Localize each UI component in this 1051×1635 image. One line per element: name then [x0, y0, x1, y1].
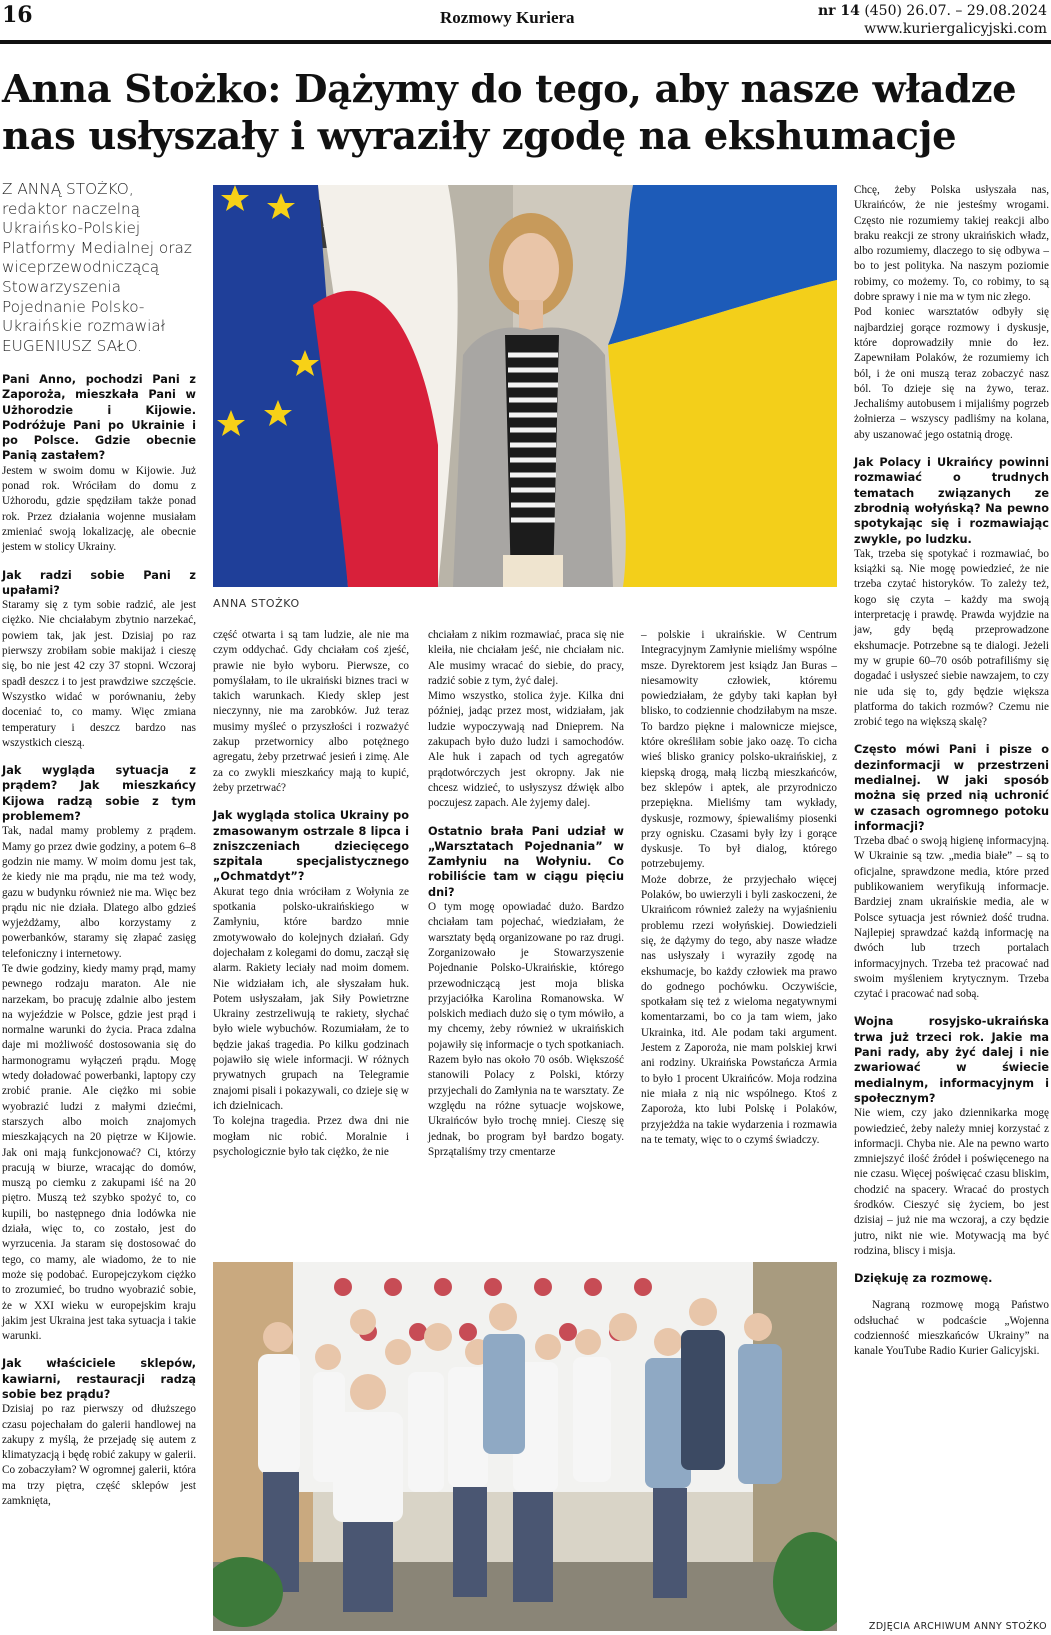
text-column-3 — [428, 628, 624, 1160]
photo-credit: ZDJĘCIA ARCHIWUM ANNY STOŻKO — [868, 1621, 1047, 1632]
header-rule — [0, 40, 1051, 44]
interview-question: Ostatnio brała Pani udział w „Warsztatach Pojednania” w Zamłyniu na Wołyniu. Co robiliście tam w ciągu pięciu dni? — [428, 824, 624, 899]
interview-answer: Staramy się z tym sobie radzić, ale jest ciężko. Nie chciałabym zbytnio narzekać, powiem tak, jak jest. Dzisiaj po raz pierwszy zrobiłam sobie makijaż i cieszę się, bo nie jest 42 czy 37 stopni. Wczoraj spadł deszcz i to jest prawdziwe szczęście. Wszystko widać w porównaniu, żeby doceniać to, co mamy. Więc zmiana temperatury i deszcz bardzo nas wszystkich cieszą. — [2, 599, 196, 749]
interview-answer: Tak, nadal mamy problemy z prądem. Mamy go przez dwie godziny, a potem 6–8 godzin nie mamy. W moim domu jest tak, że kiedy nie ma prądu, nie ma też wody, gazu w budynku również nie ma. Więc bez prądu nic nie działa. Dlatego albo gdzieś wyjeżdżamy, albo korzystamy z powerbanków, staramy się złapać zasięg telefoniczny i internetowy. — [2, 825, 196, 960]
article-headline: Anna Stożko: Dążymy do tego, aby nasze władze nas usłyszały i wyraziły zgodę na ekshumacje — [2, 67, 1017, 159]
interview-answer: Trzeba dbać o swoją higienę informacyjną. W Ukrainie są tzw. „media białe” – są to oficjalne, sprawdzone media, które przed publikowaniem weryfikują informacje. Bardziej znam ukraińskie media, ale w Polsce sytuacja jest również dość trudna. Najlepiej sprawdzać każdą informację na dwóch lub trzech portalach informacyjnych. Trzeba też pracować nad swoim myśleniem krytycznym. Trzeba czytać i pracować nad sobą. — [854, 835, 1049, 1001]
interview-answer: Nie wiem, czy jako dziennikarka mogę powiedzieć, żeby należy mniej korzystać z informacji. Chyba nie. Ale na pewno warto zmniejszyć ilość źródeł i poświęcenego na nie czasu. Więcej poświęcać czasu bliskim, chodzić na spacery. Wracać do prostych środków. Cieszyć się życiem, bo jest dzisiaj – już nie ma wczoraj, a czy będzie jutro, nikt nie wie. Motywacją ma być rodzina, bliscy i misja. — [854, 1107, 1049, 1257]
interview-question: Jak radzi sobie Pani z upałami? — [2, 568, 196, 597]
podcast-note: Nagraną rozmowę mogą Państwo odsłuchać w podcaście „Wojenna codzienność mieszkańców Ukrainy” na kanale YouTube Radio Kurier Galicyjski. — [854, 1299, 1049, 1358]
text-column-1 — [2, 372, 196, 1509]
interview-question: Pani Anno, pochodzi Pani z Zaporoża, mieszkała Pani w Użhorodzie i Kijowie. Podróżuje Pani po Ukrainie i po Polsce. Gdzie obecnie Panią zastałem? — [2, 373, 196, 463]
text-column-4 — [641, 628, 837, 1148]
interview-question: Jak wygląda sytuacja z prądem? Jak mieszkańcy Kijowa radzą sobie z tym problemem? — [2, 764, 196, 824]
article-intro: Z ANNĄ STOŻKO, redaktor naczelną Ukraińsko-Polskiej Platformy Medialnej oraz wiceprzewodniczącą Stowarzyszenia Pojednanie Polsko- Ukraińskie rozmawiał EUGENIUSZ SAŁO. — [2, 180, 192, 355]
interview-answer: Może dobrze, że przyjechało więcej Polaków, bo uwierzyli i byli zaskoczeni, że Ukraińcom również zależy na wyjaśnieniu problemu rzezi wołyńskiej. Dowiedzieli się, że dążymy do tego, aby nasze władze nas usłyszały i wyraziły zgodę na ekshumacje, bo każdy człowiek ma prawo do godnego pochówku. Oczywiście, spotkałam się też z wieloma negatywnymi komentarzami, bo co ja tam wiem, jako Ukrainka, itd. Ale podam taki argument. Jestem z Zaporoża, nie mam polskiej krwi ani rodziny. Ukraińska Powstańcza Armia to było 1 procent Ukraińców. Moja rodzina nie miała z nią nic wspólnego. Ktoś z Zaporoża, kto lubi Polskę i Polaków, przyjeżdża na takie wydarzenia i rozmawia na te tematy, więc to o czymś świadczy. — [641, 873, 837, 1146]
interview-question: Dziękuję za rozmowę. — [854, 1272, 993, 1286]
interview-answer: Dzisiaj po raz pierwszy od dłuższego czasu pojechałam do galerii handlowej na zakupy z myślą, że przejadę się autem z klimatyzacją i będę robić zakupy w galerii. Co zobaczyłam? W ogromnej galerii, która ma trzy piętra, część sklepów jest zamknięta, — [2, 1403, 196, 1508]
issue-dates: (450) 26.07. – 29.08.2024 — [864, 3, 1047, 19]
interview-answer: część otwarta i są tam ludzie, ale nie ma czym oddychać. Gdy chciałam coś zjeść, prawie nie było wyboru. Pierwsze, co pomyślałam, to ile ukraiński biznes traci w takich warunkach. Kiedy sklep jest nieczynny, nie ma zarobków. Już teraz musimy myśleć o przyszłości i rozważyć zakup przetwornicy albo potężnego agregatu, żeby przetrwać jesień i zimę. Ale za co zwykli mieszkańcy mają to kupić, żeby przetrwać? — [213, 629, 409, 794]
interview-question: Jak Polacy i Ukraińcy powinni rozmawiać o trudnych tematach związanych ze zbrodnią wołyńską? Na pewno spotykając się i rozmawiając zwykle, po ludzku. — [854, 456, 1049, 546]
interview-question: Często mówi Pani i pisze o dezinformacji w przestrzeni medialnej. W jaki sposób można się przed nią uchronić w czasach ogromnego potoku informacji? — [854, 743, 1049, 833]
interview-answer: Mimo wszystko, stolica żyje. Kilka dni później, jadąc przez most, widziałam, jak ludzie wypoczywają nad Dnieprem. Na zakupach było dużo ludzi i samochodów. Ale huk i zapach od tych agregatów prądotwórczych jest okropny. Jak nie chcesz widzieć, to usłyszysz dźwięk albo poczujesz zapach. Ale żyjemy dalej. — [428, 690, 624, 810]
main-photo — [213, 185, 837, 587]
interview-answer: To kolejna tragedia. Przez dwa dni nie mogłam nic robić. Moralnie i psychologicznie było tak ciężko, że nie — [213, 1115, 409, 1158]
text-column-2 — [213, 628, 409, 1160]
interview-answer: Jestem w swoim domu w Kijowie. Już ponad rok. Wróciłam do domu z Użhorodu, gdzie spędziłam także ponad rok. Przez działania wojenne musiałam zmieniać swoją lokalizację, ale obecnie jestem w stolicy Ukrainy. — [2, 464, 196, 554]
page-number: 16 — [2, 2, 33, 28]
interview-question: Wojna rosyjsko-ukraińska trwa już trzeci rok. Jakie ma Pani rady, aby żyć dalej i nie zwariować w świecie medialnym, informacyjnym i społecznym? — [854, 1015, 1049, 1105]
interview-answer: Te dwie godziny, kiedy mamy prąd, mamy pewnego rodzaju maraton. Ale nie narzekam, bo pracuję zdalnie albo jestem na wyjeździe w Polsce, gdzie jest prąd i normalne warunki do życia. Praca zdalna daje mi możliwość dostosowania się do harmonogramu wyłączeń prądu. Mogę wtedy doładować powerbanki, laptopy czy zrobić pranie. Ale ciężko mi sobie wyobrazić ludzi z małymi dziećmi, starszych albo moich znajomych mieszkających na 20 piętrze w Kijowie. Jak oni mają funkcjonować? Ci, którzy pracują w biurze, wracając do domów, muszą po ciemku z zakupami iść na 20 piętro. Muszą też szybko spożyć to, co kupili, bo następnego dnia lodówka nie działa, więc to, co zostało, jest do wyrzucenia. Ja staram się dostosować do tego, co mamy, ale wiadomo, że to nie może się podobać. Europejczykom ciężko to zrozumieć, bo trudno wyobrazić sobie, że w XXI wieku w europejskim kraju jakim jest Ukraina jest taka sytuacja i takie warunki. — [2, 962, 196, 1343]
interview-question: Jak właściciele sklepów, kawiarni, restauracji radzą sobie bez prądu? — [2, 1357, 196, 1401]
main-photo-illustration — [213, 185, 837, 587]
main-photo-caption: ANNA STOŻKO — [213, 597, 300, 610]
issue-info — [818, 2, 1047, 38]
interview-answer: Akurat tego dnia wróciłam z Wołynia ze spotkania polsko-ukraińskiego w Zamłyniu, które bardzo mnie zmotywowało do kolejnych działań. Gdy dojechałam z kolegami do domu, zaczął się alarm. Rakiety leciały nad moim domem. Nie widziałam ich, ale słyszałam huk. Potem usłyszałam, jak Siły Powietrzne Ukrainy zestrzeliwują te rakiety, słychać było wiele wybuchów. Rozumiałam, że to będzie jakaś tragedia. Po kilku godzinach pojawiło się wiele informacji. W różnych prywatnych grupach na Telegramie znajomi pisali i pokazywali, co dzieje się w ich dzielnicach. — [213, 885, 409, 1112]
interview-answer: Tak, trzeba się spotykać i rozmawiać, bo książki są. Nie mogę powiedzieć, że nie trzeba czytać historyków. To zależy też, kogo się czyta – każdy ma swoją interpretację i prawdę. Prawda wyjdzie na jaw, gdy będą przeprowadzone ekshumacje. Potrzebne są te dialogi. Jeżeli my w grupie 60–70 osób potrafiliśmy się dogadać i usłyszeć siebie nawzajem, to czy nie uda się to, gdy będzie większa platforma do takich rozmów? Czemu nie zrobić tego na większą skalę? — [854, 547, 1049, 729]
website-link[interactable]: www.kuriergalicyjski.com — [864, 21, 1047, 37]
person-face — [503, 233, 559, 305]
issue-number: nr 14 — [817, 3, 860, 19]
group-photo-illustration — [213, 1262, 837, 1631]
interview-question: Jak wygląda stolica Ukrainy po zmasowanym ostrzale 8 lipca i zniszczeniach dziecięcego szpitala specjalistycznego „Ochmatdyt”? — [213, 809, 409, 884]
interview-answer: Chcę, żeby Polska usłyszała nas, Ukraińców, że nie jesteśmy wrogami. Często nie rozumiemy takiej reakcji albo braku reakcji ze strony ukraińskich władz, albo rozumiemy, dlaczego to się odbywa – bo to jest polityka. Na naszym poziomie robimy, co możemy. To, co robimy, to są dobre sprawy i nie ma w tym nic złego. — [854, 184, 1049, 304]
section-title: Rozmowy Kuriera — [440, 8, 575, 27]
interview-answer: chciałam z nikim rozmawiać, praca się nie kleiła, nie chciałam jeść, nie chciałam nic. Ale musimy wracać do siebie, do pracy, radzić sobie z tym, żyć dalej. — [428, 629, 624, 687]
interview-answer: Pod koniec warsztatów odbyły się najbardziej gorące rozmowy i dyskusje, które doprowadziły mnie do łez. Zapewniłam Polaków, że rozumiemy ich ból, i że oni muszą teraz zobaczyć nasz ból. To dzieje się na żywo, teraz. Jechaliśmy autobusem i mijaliśmy pogrzeb żołnierza – wszyscy padliśmy na kolana, aby uszanować jego ostatnią drogę. — [854, 306, 1049, 441]
person-skirt — [503, 555, 563, 587]
text-column-5 — [854, 183, 1049, 1360]
interview-answer: O tym mogę opowiadać dużo. Bardzo chciałam tam pojechać, wiedziałam, że warsztaty będą organizowane po raz drugi. Zorganizowało je Stowarzyszenie Pojednanie Polsko-Ukraińskie, którego przewodniczącą jest moja bliska przyjaciółka Karolina Romanowska. W polskich mediach dużo się o tym mówiło, a my chcemy, żeby również w ukraińskich pojawiły się informacje o tych spotkaniach. Razem było nas około 70 osób. Większość stanowili Polacy z Polski, którzy przyjechali do Zamłynia na te warsztaty. Ze względu na różne sytuacje wojskowe, Ukraińców było trochę mniej. Cieszę się jednak, bo program był bardzo bogaty. Sprzątaliśmy trzy cmentarze — [428, 901, 624, 1158]
interview-answer: – polskie i ukraińskie. W Centrum Integracyjnym Zamłynie mieliśmy wspólne msze. Dyrektorem jest ksiądz Jan Buras – niesamowity człowiek, któremu powiedziałam, że gdyby taki kapłan był blisko, to codziennie chodziłabym na msze. To bardzo piękne i malownicze miejsce, które określiłam sobie jako oazę. To cicha wieś blisko granicy polsko-ukraińskiej, z kiepską drogą, małą liczbą mieszkańców, bez sklepów i aptek, ale przyrodniczo przepiękna. Mieliśmy tam wykłady, dyskusje, rozmowy, śpiewaliśmy piosenki przy ognisku. Czasami były łzy i gorące dyskusje. To był dialog, którego potrzebujemy. — [641, 629, 837, 871]
group-photo — [213, 1262, 837, 1631]
